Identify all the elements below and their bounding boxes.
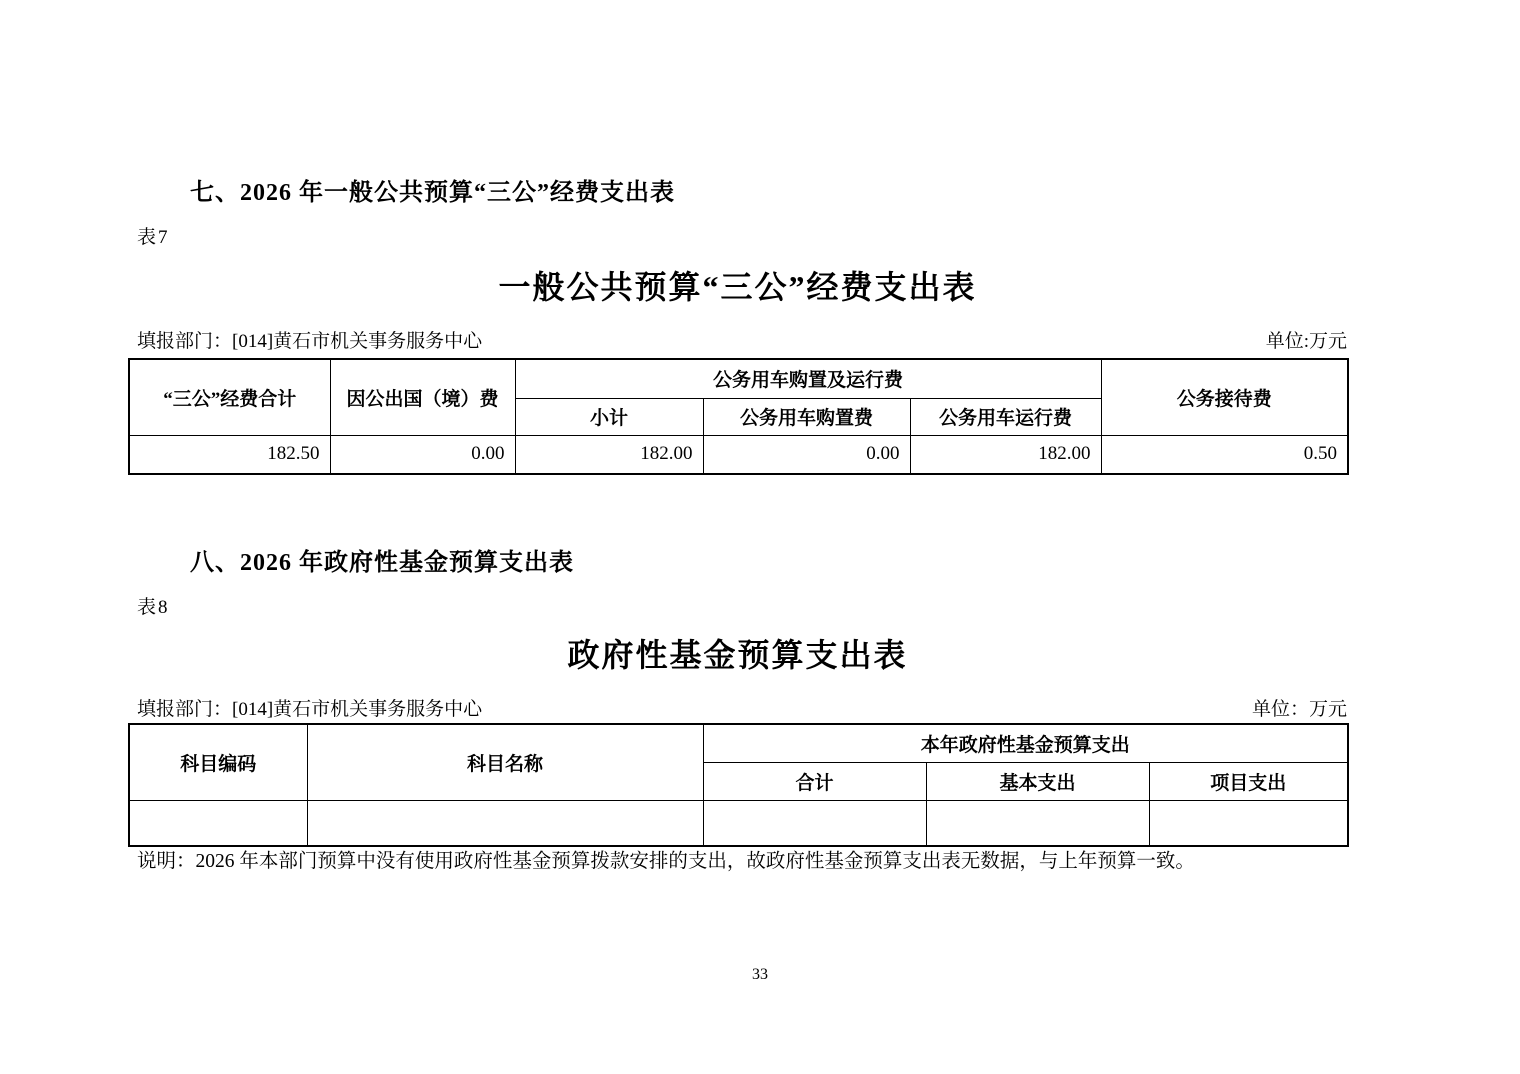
table8-note: 说明：2026 年本部门预算中没有使用政府性基金预算拨款安排的支出，故政府性基金预算支出表无数据，与上年预算一致。: [137, 851, 1195, 872]
th-subject-name: 科目名称: [307, 724, 703, 800]
th-vehicle-operation: 公务用车运行费: [910, 398, 1101, 435]
cell-vehicle-operation: 182.00: [910, 435, 1101, 474]
th-abroad-fee: 因公出国（境）费: [330, 359, 515, 435]
th-fund-total: 合计: [703, 762, 926, 800]
th-fund-basic: 基本支出: [926, 762, 1149, 800]
gov-fund-expense-table: [128, 723, 1349, 847]
th-vehicle-group: 公务用车购置及运行费: [515, 359, 1101, 398]
table8-header-row-1: [129, 724, 1348, 762]
cell-vehicle-subtotal: 182.00: [515, 435, 703, 474]
table8-department-label: 填报部门：[014]黄石市机关事务服务中心: [137, 699, 483, 720]
cell-fund-total: [703, 800, 926, 846]
cell-fund-project: [1149, 800, 1348, 846]
th-sangong-total: “三公”经费合计: [129, 359, 330, 435]
table7-meta-row: [137, 326, 1347, 353]
table8-meta-row: [137, 694, 1347, 721]
cell-vehicle-purchase: 0.00: [703, 435, 910, 474]
th-vehicle-subtotal: 小计: [515, 398, 703, 435]
th-vehicle-purchase: 公务用车购置费: [703, 398, 910, 435]
sangong-table-title: 一般公共预算“三公”经费支出表: [498, 269, 977, 305]
cell-subject-code: [129, 800, 307, 846]
table8-label: 表8: [137, 597, 170, 618]
table7-header-row-1: [129, 359, 1348, 398]
table7-unit-label: 单位:万元: [1265, 331, 1347, 352]
gov-fund-table-title: 政府性基金预算支出表: [567, 637, 908, 673]
th-subject-code: 科目编码: [129, 724, 307, 800]
cell-subject-name: [307, 800, 703, 846]
th-fund-budget-group: 本年政府性基金预算支出: [703, 724, 1348, 762]
cell-sangong-total: 182.50: [129, 435, 330, 474]
table7-data-row: [129, 435, 1348, 474]
page-number: 33: [752, 966, 768, 983]
table7-label: 表7: [137, 227, 170, 248]
sangong-expense-table: [128, 358, 1349, 475]
section7-heading: 七、2026 年一般公共预算“三公”经费支出表: [190, 180, 675, 206]
cell-abroad-fee: 0.00: [330, 435, 515, 474]
table8-data-row: [129, 800, 1348, 846]
table7-department-label: 填报部门：[014]黄石市机关事务服务中心: [137, 331, 483, 352]
section8-heading: 八、2026 年政府性基金预算支出表: [190, 550, 574, 576]
th-reception-fee: 公务接待费: [1101, 359, 1348, 435]
table8-unit-label: 单位：万元: [1251, 699, 1347, 720]
cell-reception-fee: 0.50: [1101, 435, 1348, 474]
th-fund-project: 项目支出: [1149, 762, 1348, 800]
cell-fund-basic: [926, 800, 1149, 846]
